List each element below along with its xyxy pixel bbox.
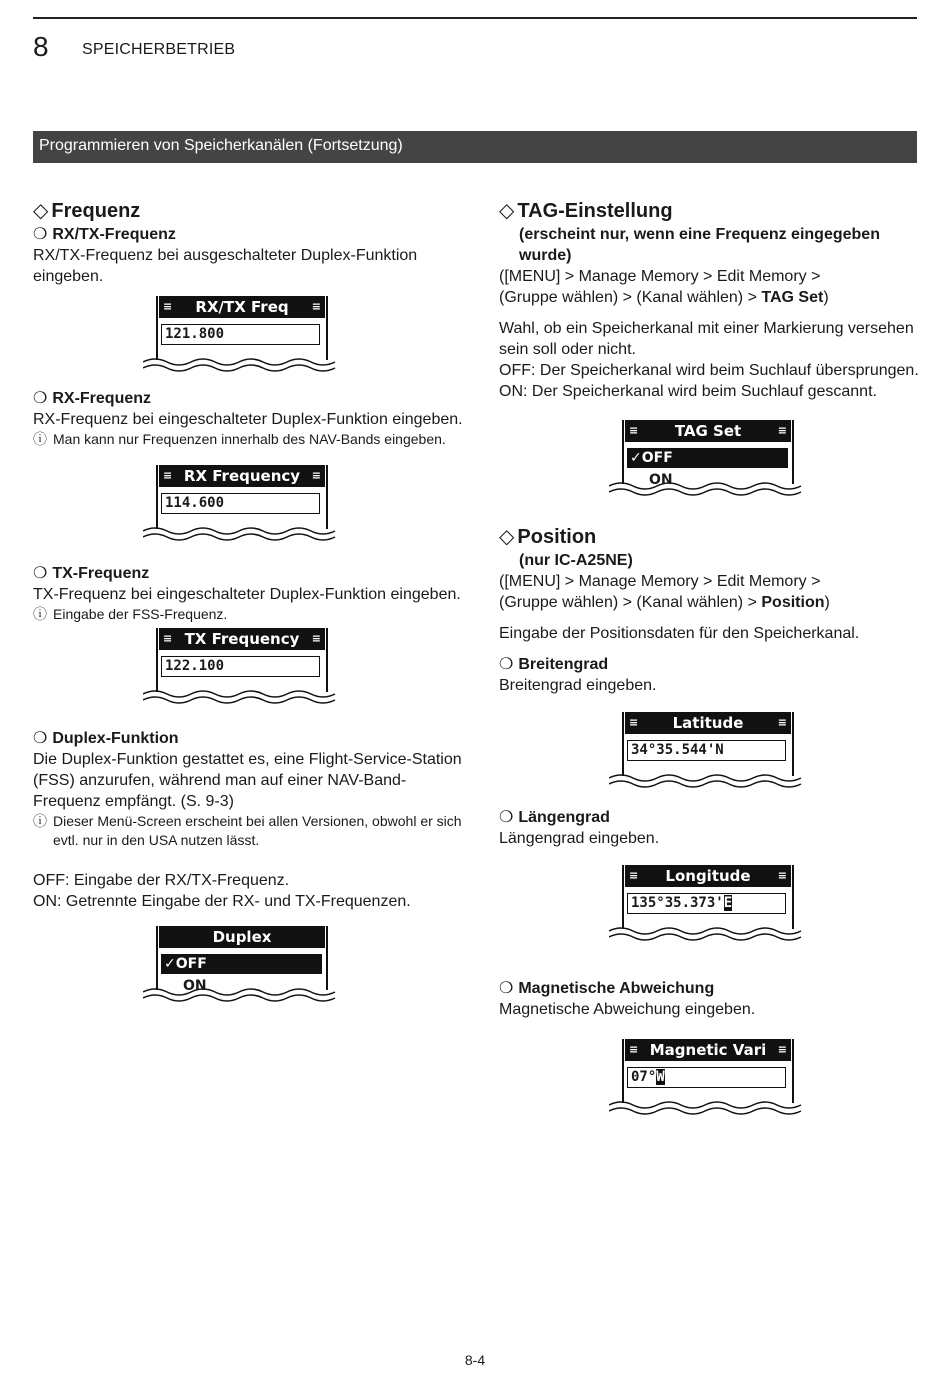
- lcd-title: Magnetic Vari: [649, 1041, 767, 1059]
- lcd-option: ON: [183, 978, 207, 994]
- lcd-title: TX Frequency: [184, 630, 300, 648]
- right-column: [499, 198, 924, 1119]
- position-subtitle: (nur IC-A25NE): [519, 552, 633, 569]
- heading-position: ◇ Position: [499, 526, 597, 548]
- lcd-duplex: [143, 926, 343, 1006]
- tag-path-1: ([MENU] > Manage Memory > Edit Memory >: [499, 268, 821, 285]
- heading-duplex: ❍ Duplex-Funktion: [33, 730, 179, 747]
- lcd-rxtx-freq: [143, 296, 343, 376]
- info-icon: ⓘ: [33, 606, 47, 622]
- info-icon: ⓘ: [33, 431, 47, 447]
- menu-icon: ≡: [311, 469, 321, 482]
- heading-magnetic: ❍ Magnetische Abweichung: [499, 980, 715, 997]
- tag-path-2: (Gruppe wählen) > (Kanal wählen) > TAG Set): [499, 289, 829, 306]
- diamond-icon: ◇: [499, 200, 515, 222]
- menu-icon: ≡: [777, 869, 787, 882]
- menu-icon: ≡: [311, 300, 321, 313]
- rx-text: RX-Frequenz bei eingeschalteter Duplex-Funktion eingeben.: [33, 411, 463, 428]
- left-column: [33, 198, 463, 1006]
- heading-latitude: ❍ Breitengrad: [499, 656, 609, 673]
- section-bar: [33, 131, 917, 163]
- duplex-on: ON: Getrennte Eingabe der RX- und TX-Frequenzen.: [33, 893, 411, 910]
- heading-frequenz: ◇ Frequenz: [33, 200, 141, 222]
- menu-icon: ≡: [163, 300, 173, 313]
- lcd-option: ON: [649, 472, 673, 488]
- lcd-value: 122.100: [161, 656, 320, 677]
- info-icon: ⓘ: [33, 813, 47, 829]
- menu-icon: ≡: [311, 632, 321, 645]
- lcd-title: TAG Set: [674, 422, 742, 440]
- circle-icon: ❍: [33, 226, 48, 243]
- lcd-title: RX/TX Freq: [195, 298, 289, 316]
- circle-icon: ❍: [33, 390, 48, 407]
- duplex-note: ⓘ Dieser Menü-Screen erscheint bei allen Versionen, obwohl er sich evtl. nur in den USA nutzen lässt.: [33, 813, 462, 848]
- lcd-tag-set: [609, 420, 809, 500]
- tag-off: OFF: Der Speicherkanal wird beim Suchlauf übersprungen.: [499, 362, 919, 379]
- menu-icon: ≡: [777, 1043, 787, 1056]
- heading-longitude: ❍ Längengrad: [499, 809, 610, 826]
- tx-text: TX-Frequenz bei eingeschalteter Duplex-Funktion eingeben.: [33, 586, 461, 603]
- heading-tag: ◇ TAG-Einstellung: [499, 200, 673, 222]
- lcd-title: RX Frequency: [183, 467, 301, 485]
- lcd-value: 114.600: [161, 493, 320, 514]
- position-path-2: (Gruppe wählen) > (Kanal wählen) > Position): [499, 594, 830, 611]
- longitude-text: Längengrad eingeben.: [499, 830, 660, 847]
- lcd-value: 34°35.544'N: [627, 740, 786, 761]
- lcd-title: Latitude: [672, 714, 744, 732]
- circle-icon: ❍: [33, 565, 48, 582]
- tag-subtitle: (erscheint nur, wenn eine Frequenz eingegeben wurde): [519, 226, 880, 264]
- rx-note: ⓘ Man kann nur Frequenzen innerhalb des NAV-Bands eingeben.: [33, 431, 446, 447]
- cursor-char: W: [656, 1069, 665, 1085]
- chapter-title: SPEICHERBETRIEB: [82, 41, 236, 58]
- lcd-title: Longitude: [665, 867, 751, 885]
- lcd-value: 07°W: [627, 1067, 786, 1088]
- menu-icon: ≡: [777, 716, 787, 729]
- position-path-1: ([MENU] > Manage Memory > Edit Memory >: [499, 573, 821, 590]
- lcd-longitude: [609, 865, 809, 945]
- tx-note: ⓘ Eingabe der FSS-Frequenz.: [33, 606, 228, 622]
- lcd-latitude: [609, 712, 809, 792]
- duplex-off: OFF: Eingabe der RX/TX-Frequenz.: [33, 872, 290, 889]
- lcd-value: 121.800: [161, 324, 320, 345]
- section-bar-title: Programmieren von Speicherkanälen (Fortsetzung): [39, 137, 403, 154]
- circle-icon: ❍: [499, 656, 514, 673]
- circle-icon: ❍: [499, 809, 514, 826]
- page-number: 8-4: [464, 1352, 486, 1368]
- lcd-selected-option: ✓OFF: [627, 448, 788, 468]
- diamond-icon: ◇: [33, 200, 49, 222]
- lcd-tx-frequency: [143, 628, 343, 708]
- menu-icon: ≡: [629, 424, 639, 437]
- position-text: Eingabe der Positionsdaten für den Speicherkanal.: [499, 625, 860, 642]
- tag-text: Wahl, ob ein Speicherkanal mit einer Markierung versehen sein soll oder nicht.: [499, 320, 914, 358]
- lcd-value: 135°35.373'E: [627, 893, 786, 914]
- lcd-selected-option: ✓OFF: [161, 954, 322, 974]
- top-rule: [33, 17, 917, 19]
- tag-on: ON: Der Speicherkanal wird beim Suchlauf gescannt.: [499, 383, 877, 400]
- menu-icon: ≡: [629, 1043, 639, 1056]
- menu-icon: ≡: [777, 424, 787, 437]
- menu-icon: ≡: [163, 469, 173, 482]
- duplex-text: Die Duplex-Funktion gestattet es, eine Flight-Service-Station (FSS) anzurufen, während man auf einer NAV-Band-Frequenz empfängt. (S. 9-3): [33, 751, 462, 810]
- lcd-magnetic-vari: [609, 1039, 809, 1119]
- lcd-title: Duplex: [212, 928, 272, 946]
- magnetic-text: Magnetische Abweichung eingeben.: [499, 1001, 756, 1018]
- heading-rxtx: ❍ RX/TX-Frequenz: [33, 226, 176, 243]
- cursor-char: E: [723, 895, 733, 911]
- circle-icon: ❍: [33, 730, 48, 747]
- lcd-rx-frequency: [143, 465, 343, 545]
- chapter-number: 8: [33, 31, 49, 62]
- circle-icon: ❍: [499, 980, 514, 997]
- menu-icon: ≡: [629, 869, 639, 882]
- menu-icon: ≡: [163, 632, 173, 645]
- rxtx-text: RX/TX-Frequenz bei ausgeschalteter Duplex-Funktion eingeben.: [33, 247, 418, 285]
- latitude-text: Breitengrad eingeben.: [499, 677, 657, 694]
- diamond-icon: ◇: [499, 526, 515, 548]
- heading-tx: ❍ TX-Frequenz: [33, 565, 150, 582]
- heading-rx: ❍ RX-Frequenz: [33, 390, 152, 407]
- menu-icon: ≡: [629, 716, 639, 729]
